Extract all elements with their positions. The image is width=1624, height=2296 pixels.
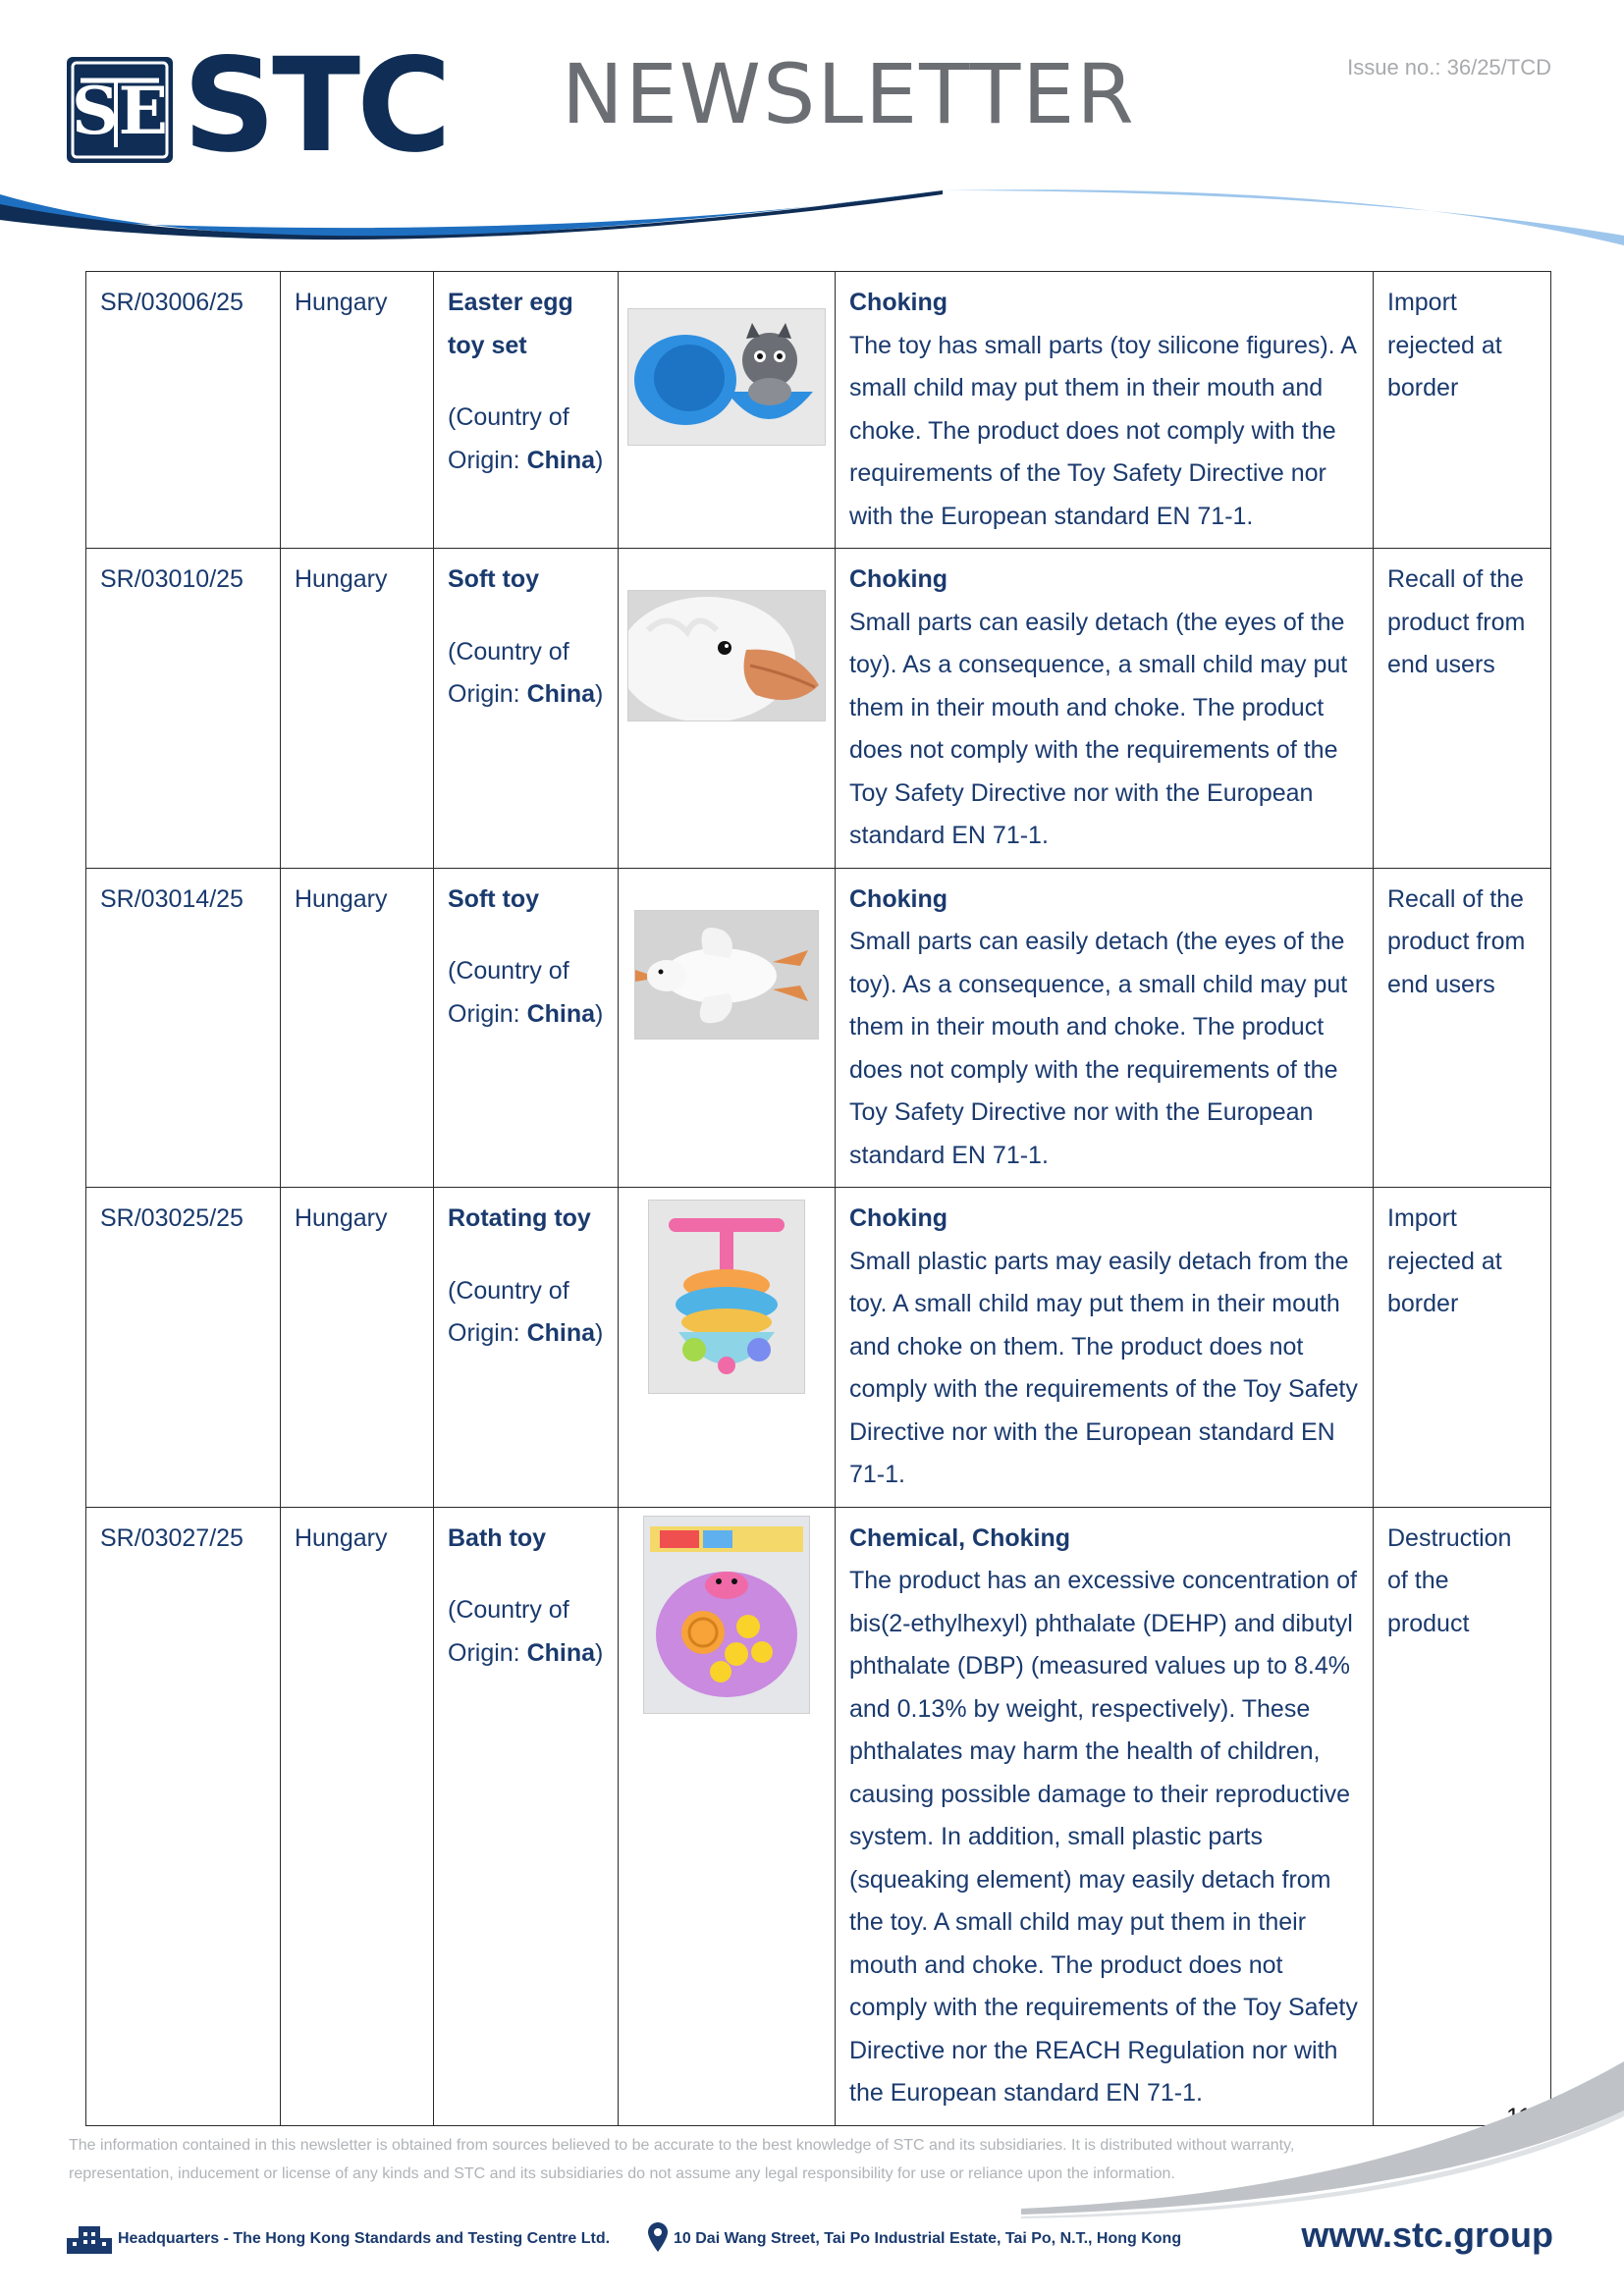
hazard-cell xyxy=(836,1507,1374,2125)
hazard-cell xyxy=(836,549,1374,869)
newsletter-title: NEWSLETTER xyxy=(562,46,1136,142)
hazard-type: Choking xyxy=(849,1204,947,1232)
blue-egg-with-raccoon-figure-icon xyxy=(627,308,826,446)
notifying-country: Hungary xyxy=(281,272,434,549)
product-cell xyxy=(434,868,619,1188)
headquarters-label: Headquarters - The Hong Kong Standards and Testing Centre Ltd. xyxy=(118,2230,611,2247)
product-cell xyxy=(434,1188,619,1508)
measure-taken: Recall of the product from end users xyxy=(1374,549,1551,869)
product-image-cell xyxy=(619,1188,836,1508)
reference-number: SR/03010/25 xyxy=(86,549,281,869)
notifying-country: Hungary xyxy=(281,1507,434,2125)
table-row xyxy=(86,1507,1551,2125)
location-pin-icon xyxy=(648,2222,668,2252)
product-image-cell xyxy=(619,1507,836,2125)
hazard-type: Chemical, Choking xyxy=(849,1523,1071,1552)
hazard-description: Small plastic parts may easily detach from the toy. A small child may put them in their mouth and choke on them. The product does not comply with the requirements of the Toy Safety Directive nor with the European standard EN 71-1. xyxy=(849,1247,1358,1488)
country-of-origin: (Country of Origin: China) xyxy=(448,637,604,708)
product-image-cell xyxy=(619,272,836,549)
hazard-description: Small parts can easily detach (the eyes of the toy). As a consequence, a small child may put them in their mouth and choke. The product does not comply with the requirements of the Toy Safety Directive nor with the European standard EN 71-1. xyxy=(849,608,1348,849)
product-name: Soft toy xyxy=(448,884,540,913)
stc-logo-icon xyxy=(67,57,173,163)
product-name: Rotating toy xyxy=(448,1204,591,1232)
product-name: Soft toy xyxy=(448,565,540,593)
stc-logo-wordmark: STC xyxy=(183,30,448,182)
reference-number: SR/03027/25 xyxy=(86,1507,281,2125)
notifying-country: Hungary xyxy=(281,1188,434,1508)
reference-number: SR/03025/25 xyxy=(86,1188,281,1508)
white-plush-goose-full-icon xyxy=(634,910,819,1040)
hazard-description: The product has an excessive concentration of bis(2-ethylhexyl) phthalate (DEHP) and dibutyl phthalate (DBP) (measured values up to 8.4% and 0.13% by weight, respectively). These phthalates may harm the health of children, causing possible damage to their reproductive system. In addition, small plastic parts (squeaking element) may easily detach from the toy. A small child may put them in their mouth and choke. The product does not comply with the requirements of the Toy Safety Directive nor the REACH Regulation nor with the European standard EN 71-1. xyxy=(849,1567,1358,2107)
notifying-country: Hungary xyxy=(281,549,434,869)
table-row xyxy=(86,1188,1551,1508)
hazard-type: Choking xyxy=(849,565,947,593)
product-name: Bath toy xyxy=(448,1523,546,1552)
product-image-cell xyxy=(619,549,836,869)
country-of-origin: (Country of Origin: China) xyxy=(448,1596,604,1667)
product-image-cell xyxy=(619,868,836,1188)
product-cell xyxy=(434,272,619,549)
svg-text:SE: SE xyxy=(72,73,168,149)
notifying-country: Hungary xyxy=(281,868,434,1188)
measure-taken: Destruction of the product xyxy=(1374,1507,1551,2125)
address-label: 10 Dai Wang Street, Tai Po Industrial Estate, Tai Po, N.T., Hong Kong xyxy=(674,2230,1182,2247)
measure-taken: Import rejected at border xyxy=(1374,1188,1551,1508)
measure-taken: Recall of the product from end users xyxy=(1374,868,1551,1188)
hazard-type: Choking xyxy=(849,289,947,316)
issue-number: Issue no.: 36/25/TCD xyxy=(1347,55,1551,80)
page-header xyxy=(0,0,1624,265)
product-name: Easter egg toy set xyxy=(448,289,573,359)
reference-number: SR/03006/25 xyxy=(86,272,281,549)
page-footer xyxy=(0,2215,1624,2277)
country-of-origin: (Country of Origin: China) xyxy=(448,957,604,1028)
country-of-origin: (Country of Origin: China) xyxy=(448,403,604,474)
table-row xyxy=(86,272,1551,549)
hazard-description: The toy has small parts (toy silicone figures). A small child may put them in their mouth and choke. The product does not comply with the requirements of the Toy Safety Directive nor with the European standard EN 71-1. xyxy=(849,331,1356,530)
table-row xyxy=(86,868,1551,1188)
building-icon xyxy=(65,2224,114,2256)
product-cell xyxy=(434,549,619,869)
hazard-cell xyxy=(836,1188,1374,1508)
product-cell xyxy=(434,1507,619,2125)
hazard-type: Choking xyxy=(849,884,947,913)
country-of-origin: (Country of Origin: China) xyxy=(448,1276,604,1347)
hazard-cell xyxy=(836,272,1374,549)
website-link[interactable]: www.stc.group xyxy=(1301,2215,1553,2255)
header-swoosh-decoration xyxy=(0,177,1624,265)
disclaimer-text: The information contained in this newsletter is obtained from sources believed to be accurate to the best knowledge of STC and its subsidiaries. It is distributed without warranty, representation, inducement or license of any kinds and STC and its subsidiaries do not assume any legal responsibility for use or reliance upon the information. xyxy=(69,2137,1295,2182)
measure-taken: Import rejected at border xyxy=(1374,272,1551,549)
light-up-spinning-top-icon xyxy=(648,1200,805,1394)
white-plush-goose-closeup-icon xyxy=(627,590,826,721)
table-row xyxy=(86,549,1551,869)
recall-records-table xyxy=(85,271,1551,2126)
hazard-description: Small parts can easily detach (the eyes of the toy). As a consequence, a small child may put them in their mouth and choke. The product does not comply with the requirements of the Toy Safety Directive nor with the European standard EN 71-1. xyxy=(849,928,1348,1169)
reference-number: SR/03014/25 xyxy=(86,868,281,1188)
packaged-bath-toy-set-icon xyxy=(643,1516,810,1714)
hazard-cell xyxy=(836,868,1374,1188)
